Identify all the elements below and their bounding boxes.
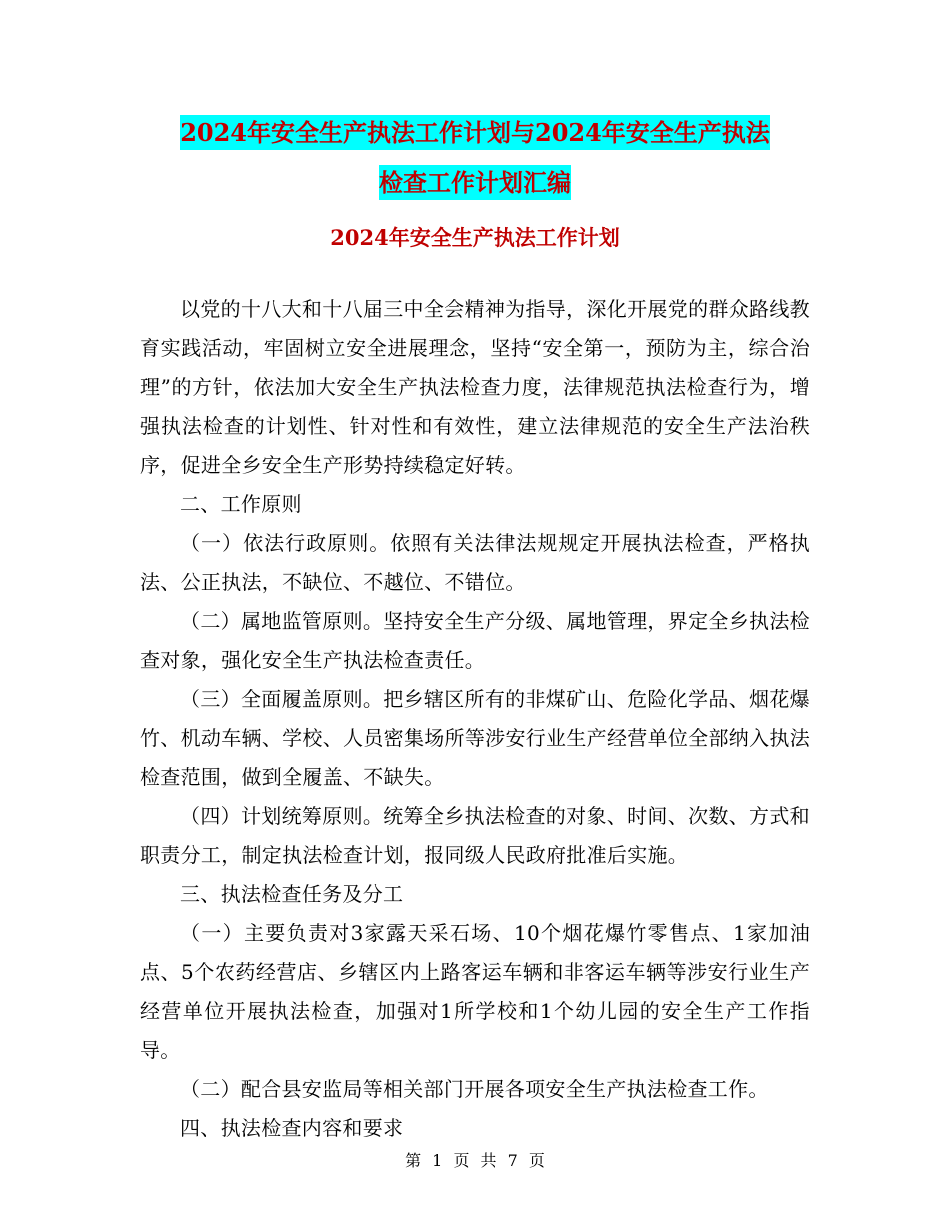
document-title: [140, 108, 810, 208]
document-title-line-1: 2024年安全生产执法工作计划与2024年安全生产执法: [180, 115, 770, 150]
principle-3-paragraph: （三）全面履盖原则。把乡辖区所有的非煤矿山、危险化学品、烟花爆竹、机动车辆、学校、人员密集场所等涉安行业生产经营单位全部纳入执法检查范围，做到全履盖、不缺失。: [140, 687, 810, 789]
principle-4-paragraph: （四）计划统筹原则。统筹全乡执法检查的对象、时间、次数、方式和职责分工，制定执法检查计划，报同级人民政府批准后实施。: [140, 804, 810, 867]
task-2-paragraph: （二）配合县安监局等相关部门开展各项安全生产执法检查工作。: [180, 1077, 769, 1101]
intro-paragraph: 以党的十八大和十八届三中全会精神为指导，深化开展党的群众路线教育实践活动，牢固树立安全进展理念，坚持“安全第一，预防为主，综合治理”的方针，依法加大安全生产执法检查力度，法律规范执法检查行为，增强执法检查的计划性、针对性和有效性，建立法律规范的安全生产法治秩序，促进全乡安全生产形势持续稳定好转。: [140, 297, 810, 477]
heading-content-requirements: 四、执法检查内容和要求: [180, 1116, 404, 1140]
section-heading: 2024年安全生产执法工作计划: [330, 225, 620, 250]
page-footer: 第 1 页 共 7 页: [405, 1151, 545, 1170]
heading-tasks: 三、执法检查任务及分工: [180, 882, 404, 906]
task-1-paragraph: （一）主要负责对3家露天采石场、10个烟花爆竹零售点、1家加油点、5个农药经营店、乡辖区内上路客运车辆和非客运车辆等涉安行业生产经营单位开展执法检查，加强对1所学校和1个幼儿园的安全生产工作指导。: [140, 921, 810, 1062]
heading-work-principles: 二、工作原则: [180, 492, 302, 516]
document-body: [140, 290, 810, 1148]
principle-1-paragraph: （一）依法行政原则。依照有关法律法规规定开展执法检查，严格执法、公正执法，不缺位、不越位、不错位。: [140, 531, 810, 594]
principle-2-paragraph: （二）属地监管原则。坚持安全生产分级、属地管理，界定全乡执法检查对象，强化安全生产执法检查责任。: [140, 609, 810, 672]
document-title-line-2: 检查工作计划汇编: [379, 165, 571, 200]
